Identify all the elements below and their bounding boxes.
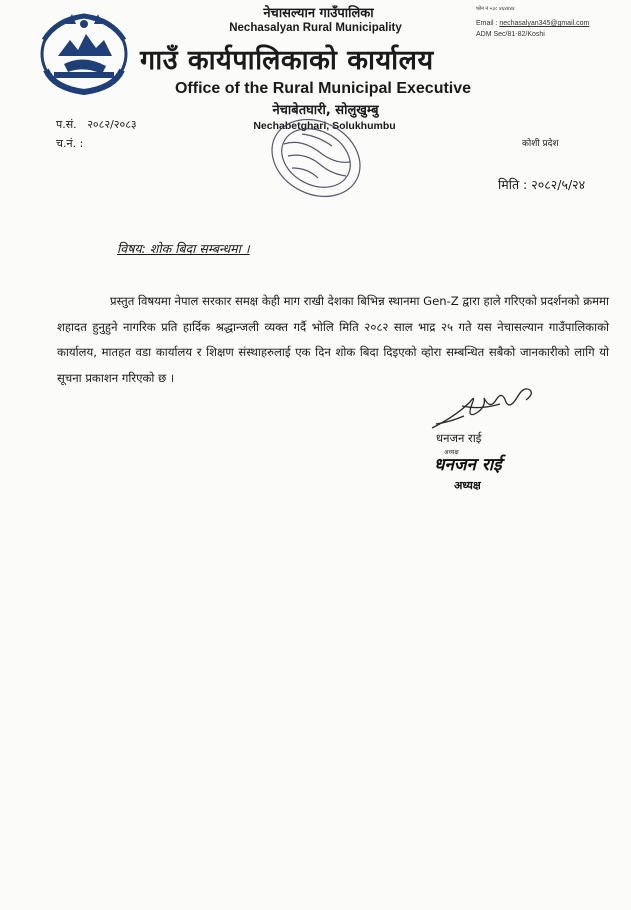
stamp-signer-name: धनजन राई (434, 455, 502, 475)
address-nepali: नेचाबेतघारी, सोलुखुम्बु (272, 103, 379, 118)
body-paragraph: प्रस्तुत विषयमा नेपाल सरकार समक्ष केही माग राखी देशका बिभिन्न स्थानमा Gen-Z द्वारा हाले गरिएको प्रदर्शनको क्रममा शहादत हुनुहुने नागरिक प्रति हार्दिक श्रद्धान्जली व्यक्त गर्दै भोलि मिति २०८२ साल भाद्र २५ गते यस नेचासल्यान गाउँपालिकाको कार्यालय, मातहत वडा कार्यालय र शिक्षण संस्थाहरुलाई एक दिन शोक बिदा दिइएको व्होरा सम्बन्धित सबैको जानकारीको लागि यो सूचना प्रकाशन गरिएको छ । (57, 294, 609, 385)
date-label: मिति : (498, 177, 528, 192)
office-title-english: Office of the Rural Municipal Executive (174, 80, 472, 97)
municipality-name-nepali: नेचासल्यान गाउँपालिका (263, 6, 374, 21)
dispatch-number: च.नं. : (56, 137, 84, 150)
letter-date (498, 176, 585, 193)
phone-line: फोन नं +३८ ४६४४४४ (476, 6, 515, 12)
email-link[interactable]: nechasalyan345@gmail.com (499, 20, 590, 27)
handwritten-signature (426, 376, 546, 434)
province-label: कोशी प्रदेश (522, 139, 559, 149)
stamp-signer-title: अध्यक्ष (454, 479, 481, 492)
email-line (476, 20, 589, 27)
stamp-small-text: अध्यक्ष (444, 449, 459, 456)
office-round-stamp (262, 114, 370, 202)
office-title-nepali: गाउँ कार्यपालिकाको कार्यालय (140, 45, 434, 76)
municipality-name-english: Nechasalyan Rural Municipality (229, 22, 402, 34)
letter-subject: विषय: शोक बिदा सम्बन्धमा । (117, 241, 250, 256)
address-english: Nechabetghari, Solukhumbu (253, 120, 396, 132)
reference-number (56, 117, 137, 132)
ref-label: प.सं. (56, 118, 77, 131)
ref-value: २०८२/२०८३ (87, 118, 137, 131)
date-value: २०८२/५/२४ (531, 177, 586, 192)
adm-line: ADM Sec/81-82/Koshi (476, 31, 545, 38)
signature-stamp (434, 448, 554, 496)
signer-name: धनजन राई (436, 431, 482, 445)
email-label: Email : (476, 20, 498, 27)
